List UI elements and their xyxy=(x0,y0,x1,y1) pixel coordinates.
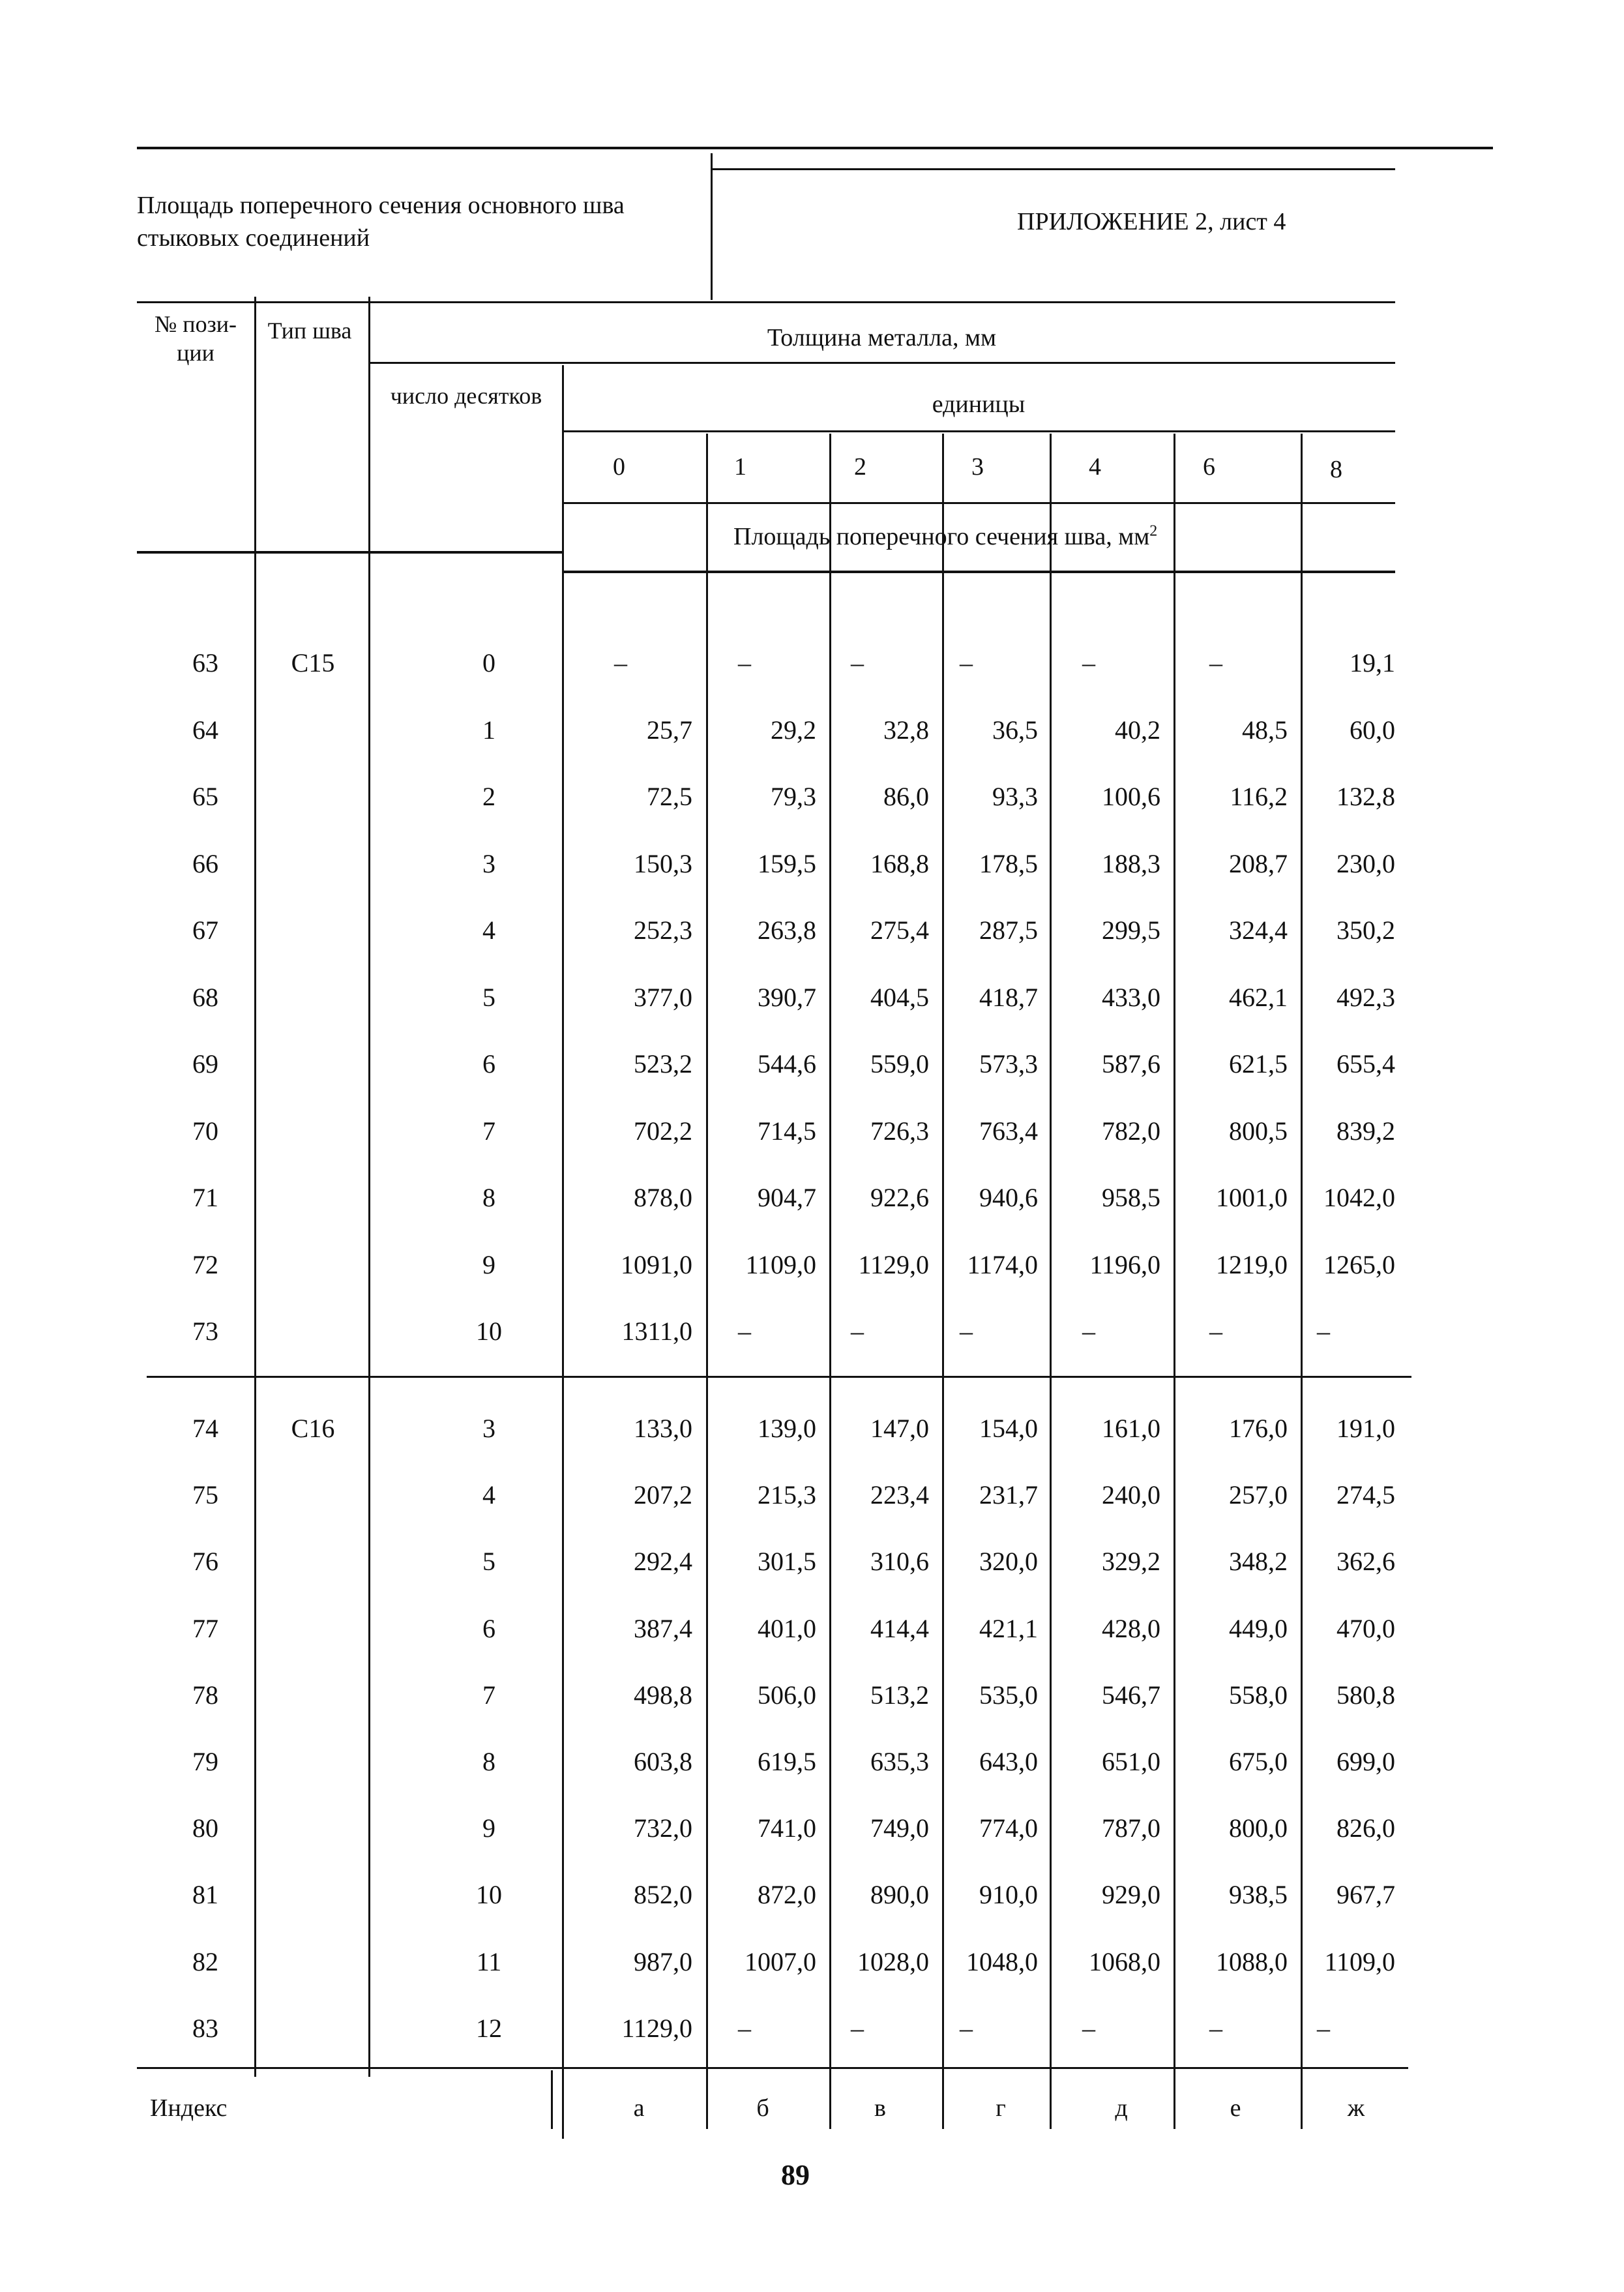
area-value: 301,5 xyxy=(758,1547,816,1576)
area-value: 580,8 xyxy=(1336,1680,1395,1710)
area-value: 621,5 xyxy=(1229,1049,1288,1079)
area-value: 159,5 xyxy=(758,849,816,878)
area-value: 230,0 xyxy=(1336,849,1395,878)
area-value: – xyxy=(1317,1317,1330,1346)
tens-value: 1 xyxy=(482,715,495,745)
tens-value: 5 xyxy=(482,983,495,1012)
index-v: в xyxy=(874,2094,886,2122)
area-value: – xyxy=(1082,1317,1095,1346)
area-value: 544,6 xyxy=(758,1049,816,1079)
area-value: – xyxy=(960,2014,973,2043)
area-value: 350,2 xyxy=(1336,915,1395,945)
area-value: 433,0 xyxy=(1102,983,1160,1012)
area-value: 32,8 xyxy=(883,715,929,745)
position-number: 78 xyxy=(192,1680,218,1710)
area-value: 498,8 xyxy=(634,1680,692,1710)
area-value: 231,7 xyxy=(979,1480,1038,1510)
area-value: 535,0 xyxy=(979,1680,1038,1710)
col-sep-1 xyxy=(706,434,708,2129)
area-value: 619,5 xyxy=(758,1747,816,1776)
area-value: 215,3 xyxy=(758,1480,816,1510)
position-number: 67 xyxy=(192,915,218,945)
position-number: 68 xyxy=(192,983,218,1012)
area-value: 878,0 xyxy=(634,1183,692,1212)
tens-value: 6 xyxy=(482,1614,495,1643)
header-rule-right xyxy=(711,168,1395,170)
area-value: 188,3 xyxy=(1102,849,1160,878)
tens-value: 4 xyxy=(482,915,495,945)
area-value: – xyxy=(738,1317,751,1346)
area-value: – xyxy=(1209,1317,1222,1346)
area-value: 377,0 xyxy=(634,983,692,1012)
area-value: – xyxy=(960,1317,973,1346)
position-number: 65 xyxy=(192,782,218,811)
area-value: 1109,0 xyxy=(745,1250,816,1279)
area-value: 275,4 xyxy=(870,915,929,945)
area-value: 506,0 xyxy=(758,1680,816,1710)
col-sep-2 xyxy=(829,434,831,2129)
area-value: 48,5 xyxy=(1242,715,1288,745)
unit-col-6: 6 xyxy=(1203,453,1215,481)
area-value: 1265,0 xyxy=(1323,1250,1395,1279)
area-value: 79,3 xyxy=(771,782,816,811)
area-value: 635,3 xyxy=(870,1747,929,1776)
unit-values-rule xyxy=(562,502,1395,504)
area-value: 414,4 xyxy=(870,1614,929,1643)
tens-value: 5 xyxy=(482,1547,495,1576)
position-number: 66 xyxy=(192,849,218,878)
position-number: 75 xyxy=(192,1480,218,1510)
position-number: 76 xyxy=(192,1547,218,1576)
header-sheet-label: ПРИЛОЖЕНИЕ 2, лист 4 xyxy=(1017,208,1286,235)
area-value: 741,0 xyxy=(758,1813,816,1843)
area-value: 749,0 xyxy=(870,1813,929,1843)
units-rule xyxy=(562,430,1395,432)
area-value: 1219,0 xyxy=(1216,1250,1288,1279)
area-value: 513,2 xyxy=(870,1680,929,1710)
area-value: 449,0 xyxy=(1229,1614,1288,1643)
area-value: 418,7 xyxy=(979,983,1038,1012)
area-value: 161,0 xyxy=(1102,1414,1160,1443)
area-value: 1001,0 xyxy=(1216,1183,1288,1212)
area-value: 470,0 xyxy=(1336,1614,1395,1643)
area-value: 292,4 xyxy=(634,1547,692,1576)
area-value: 72,5 xyxy=(647,782,692,811)
position-number: 82 xyxy=(192,1947,218,1976)
area-value: 890,0 xyxy=(870,1880,929,1909)
position-number: 79 xyxy=(192,1747,218,1776)
area-value: 329,2 xyxy=(1102,1547,1160,1576)
area-value: 714,5 xyxy=(758,1116,816,1146)
area-header xyxy=(733,522,1157,552)
position-number: 69 xyxy=(192,1049,218,1079)
area-value: 150,3 xyxy=(634,849,692,878)
area-value: – xyxy=(851,648,864,677)
area-value: 1129,0 xyxy=(858,1250,929,1279)
area-value: 1196,0 xyxy=(1089,1250,1160,1279)
area-value: 958,5 xyxy=(1102,1183,1160,1212)
area-value: 1028,0 xyxy=(857,1947,929,1976)
area-value: 208,7 xyxy=(1229,849,1288,878)
area-value: 252,3 xyxy=(634,915,692,945)
area-value: 320,0 xyxy=(979,1547,1038,1576)
page-number: 89 xyxy=(781,2159,810,2191)
col-sep-5 xyxy=(1174,434,1175,2129)
top-rule xyxy=(137,147,1493,149)
area-value: 1048,0 xyxy=(966,1947,1038,1976)
area-value: 787,0 xyxy=(1102,1813,1160,1843)
area-value: 800,0 xyxy=(1229,1813,1288,1843)
unit-col-2: 2 xyxy=(854,453,866,481)
col-sep-4 xyxy=(1050,434,1052,2129)
area-value: 826,0 xyxy=(1336,1813,1395,1843)
area-value: 191,0 xyxy=(1336,1414,1395,1443)
area-value: 428,0 xyxy=(1102,1614,1160,1643)
area-value: – xyxy=(851,1317,864,1346)
area-value: 362,6 xyxy=(1336,1547,1395,1576)
area-value: 852,0 xyxy=(634,1880,692,1909)
weld-type: C16 xyxy=(291,1414,335,1443)
area-value: 116,2 xyxy=(1230,782,1288,811)
tens-value: 7 xyxy=(482,1116,495,1146)
index-d: д xyxy=(1115,2094,1128,2122)
index-sep-0 xyxy=(551,2070,553,2129)
area-value: 348,2 xyxy=(1229,1547,1288,1576)
index-label: Индекс xyxy=(150,2094,228,2122)
tens-value: 10 xyxy=(476,1317,502,1346)
area-value: 1007,0 xyxy=(745,1947,816,1976)
area-value: 492,3 xyxy=(1336,983,1395,1012)
area-value: 904,7 xyxy=(758,1183,816,1212)
position-number: 77 xyxy=(192,1614,218,1643)
area-value: 922,6 xyxy=(870,1183,929,1212)
area-value: 36,5 xyxy=(992,715,1038,745)
area-value: 240,0 xyxy=(1102,1480,1160,1510)
position-number: 80 xyxy=(192,1813,218,1843)
area-value: 274,5 xyxy=(1336,1480,1395,1510)
tens-value: 9 xyxy=(482,1250,495,1279)
area-value: 872,0 xyxy=(758,1880,816,1909)
tens-value: 3 xyxy=(482,849,495,878)
area-value: 938,5 xyxy=(1229,1880,1288,1909)
area-value: – xyxy=(1209,648,1222,677)
area-value: 1091,0 xyxy=(621,1250,692,1279)
unit-col-1: 1 xyxy=(734,453,746,481)
area-value: – xyxy=(614,648,627,677)
area-value: 603,8 xyxy=(634,1747,692,1776)
area-value: 263,8 xyxy=(758,915,816,945)
area-value: 774,0 xyxy=(979,1813,1038,1843)
area-header-sup: 2 xyxy=(1149,522,1158,540)
thickness-header: Толщина металла, мм xyxy=(767,324,997,351)
position-number: 72 xyxy=(192,1250,218,1279)
area-value: 967,7 xyxy=(1336,1880,1395,1909)
area-value: 147,0 xyxy=(870,1414,929,1443)
area-value: 643,0 xyxy=(979,1747,1038,1776)
area-value: 223,4 xyxy=(870,1480,929,1510)
area-value: 25,7 xyxy=(647,715,692,745)
area-value: 763,4 xyxy=(979,1116,1038,1146)
index-g: г xyxy=(996,2094,1006,2122)
area-value: 257,0 xyxy=(1229,1480,1288,1510)
area-value: 1174,0 xyxy=(967,1250,1038,1279)
position-number: 64 xyxy=(192,715,218,745)
area-value: – xyxy=(960,648,973,677)
area-value: – xyxy=(738,648,751,677)
area-value: 29,2 xyxy=(771,715,816,745)
area-value: 178,5 xyxy=(979,849,1038,878)
area-value: 839,2 xyxy=(1336,1116,1395,1146)
thickness-rule xyxy=(368,362,1395,364)
header-left-bottom-rule xyxy=(137,551,564,554)
area-value: 655,4 xyxy=(1336,1049,1395,1079)
col-sep-3 xyxy=(942,434,944,2129)
area-value: – xyxy=(1317,2014,1330,2043)
header-title: Площадь поперечного сечения основного шва стыковых соединений xyxy=(137,192,625,252)
area-value: 154,0 xyxy=(979,1414,1038,1443)
area-value: 782,0 xyxy=(1102,1116,1160,1146)
tens-header: число десятков xyxy=(390,383,542,409)
area-value: – xyxy=(1082,648,1095,677)
area-value: 404,5 xyxy=(870,983,929,1012)
unit-col-0: 0 xyxy=(613,453,625,481)
area-value: 1311,0 xyxy=(621,1317,692,1346)
tens-value: 9 xyxy=(482,1813,495,1843)
header-right-bottom-rule xyxy=(562,571,1395,573)
area-value: 176,0 xyxy=(1229,1414,1288,1443)
col-sep-type xyxy=(368,297,370,2077)
header-divider xyxy=(711,153,713,300)
area-value: – xyxy=(738,2014,751,2043)
area-value: 421,1 xyxy=(979,1614,1038,1643)
index-e: е xyxy=(1230,2094,1241,2122)
area-value: 1042,0 xyxy=(1323,1183,1395,1212)
area-value: 462,1 xyxy=(1229,983,1288,1012)
area-value: 207,2 xyxy=(634,1480,692,1510)
col-sep-pos xyxy=(254,297,256,2077)
unit-col-3: 3 xyxy=(971,453,984,481)
area-value: 699,0 xyxy=(1336,1747,1395,1776)
tens-value: 12 xyxy=(476,2014,502,2043)
position-number: 71 xyxy=(192,1183,218,1212)
area-value: 60,0 xyxy=(1350,715,1395,745)
area-value: 546,7 xyxy=(1102,1680,1160,1710)
tens-value: 7 xyxy=(482,1680,495,1710)
area-value: 133,0 xyxy=(634,1414,692,1443)
position-number: 73 xyxy=(192,1317,218,1346)
area-value: 929,0 xyxy=(1102,1880,1160,1909)
area-value: 299,5 xyxy=(1102,915,1160,945)
position-number: 74 xyxy=(192,1414,218,1443)
area-value: 387,4 xyxy=(634,1614,692,1643)
area-value: 558,0 xyxy=(1229,1680,1288,1710)
area-value: 168,8 xyxy=(870,849,929,878)
position-number: 83 xyxy=(192,2014,218,2043)
index-b: б xyxy=(756,2094,769,2122)
tens-value: 10 xyxy=(476,1880,502,1909)
tens-value: 0 xyxy=(482,648,495,677)
area-value: 86,0 xyxy=(883,782,929,811)
unit-col-4: 4 xyxy=(1089,453,1101,481)
index-a: а xyxy=(633,2094,645,2122)
area-value: 651,0 xyxy=(1102,1747,1160,1776)
tens-value: 2 xyxy=(482,782,495,811)
area-value: – xyxy=(1082,2014,1095,2043)
area-value: 675,0 xyxy=(1229,1747,1288,1776)
index-rule xyxy=(137,2067,1408,2069)
position-number: 70 xyxy=(192,1116,218,1146)
tens-value: 3 xyxy=(482,1414,495,1443)
type-header: Тип шва xyxy=(267,318,352,344)
area-value: 800,5 xyxy=(1229,1116,1288,1146)
area-value: 523,2 xyxy=(634,1049,692,1079)
tens-value: 8 xyxy=(482,1183,495,1212)
area-value: 732,0 xyxy=(634,1813,692,1843)
area-value: 139,0 xyxy=(758,1414,816,1443)
col-sep-6 xyxy=(1301,434,1303,2129)
area-value: 401,0 xyxy=(758,1614,816,1643)
area-value: 1129,0 xyxy=(621,2014,692,2043)
tens-value: 11 xyxy=(476,1947,502,1976)
position-number: 81 xyxy=(192,1880,218,1909)
col-sep-tens xyxy=(562,365,564,2139)
area-value: – xyxy=(1209,2014,1222,2043)
tens-value: 4 xyxy=(482,1480,495,1510)
area-value: 93,3 xyxy=(992,782,1038,811)
area-value: 1088,0 xyxy=(1216,1947,1288,1976)
area-value: 287,5 xyxy=(979,915,1038,945)
units-header: единицы xyxy=(932,391,1026,418)
area-value: 726,3 xyxy=(870,1116,929,1146)
area-value: 587,6 xyxy=(1102,1049,1160,1079)
area-value: 310,6 xyxy=(870,1547,929,1576)
area-value: 559,0 xyxy=(870,1049,929,1079)
area-value: 573,3 xyxy=(979,1049,1038,1079)
area-value: 324,4 xyxy=(1229,915,1288,945)
index-zh: ж xyxy=(1347,2094,1365,2122)
unit-col-8: 8 xyxy=(1330,456,1342,483)
area-value: 940,6 xyxy=(979,1183,1038,1212)
header-bottom-rule xyxy=(137,301,1395,303)
area-value: 1068,0 xyxy=(1089,1947,1160,1976)
tens-value: 8 xyxy=(482,1747,495,1776)
area-value: – xyxy=(851,2014,864,2043)
area-value: 987,0 xyxy=(634,1947,692,1976)
area-header-text: Площадь поперечного сечения шва, мм xyxy=(733,523,1150,550)
position-header: № пози- ции xyxy=(154,311,237,366)
area-value: 19,1 xyxy=(1350,648,1395,677)
area-value: 702,2 xyxy=(634,1116,692,1146)
area-value: 910,0 xyxy=(979,1880,1038,1909)
group-separator xyxy=(147,1376,1411,1378)
weld-type: C15 xyxy=(291,648,335,677)
area-value: 40,2 xyxy=(1115,715,1160,745)
area-value: 132,8 xyxy=(1336,782,1395,811)
tens-value: 6 xyxy=(482,1049,495,1079)
area-value: 100,6 xyxy=(1102,782,1160,811)
area-value: 390,7 xyxy=(758,983,816,1012)
position-number: 63 xyxy=(192,648,218,677)
area-value: 1109,0 xyxy=(1324,1947,1395,1976)
